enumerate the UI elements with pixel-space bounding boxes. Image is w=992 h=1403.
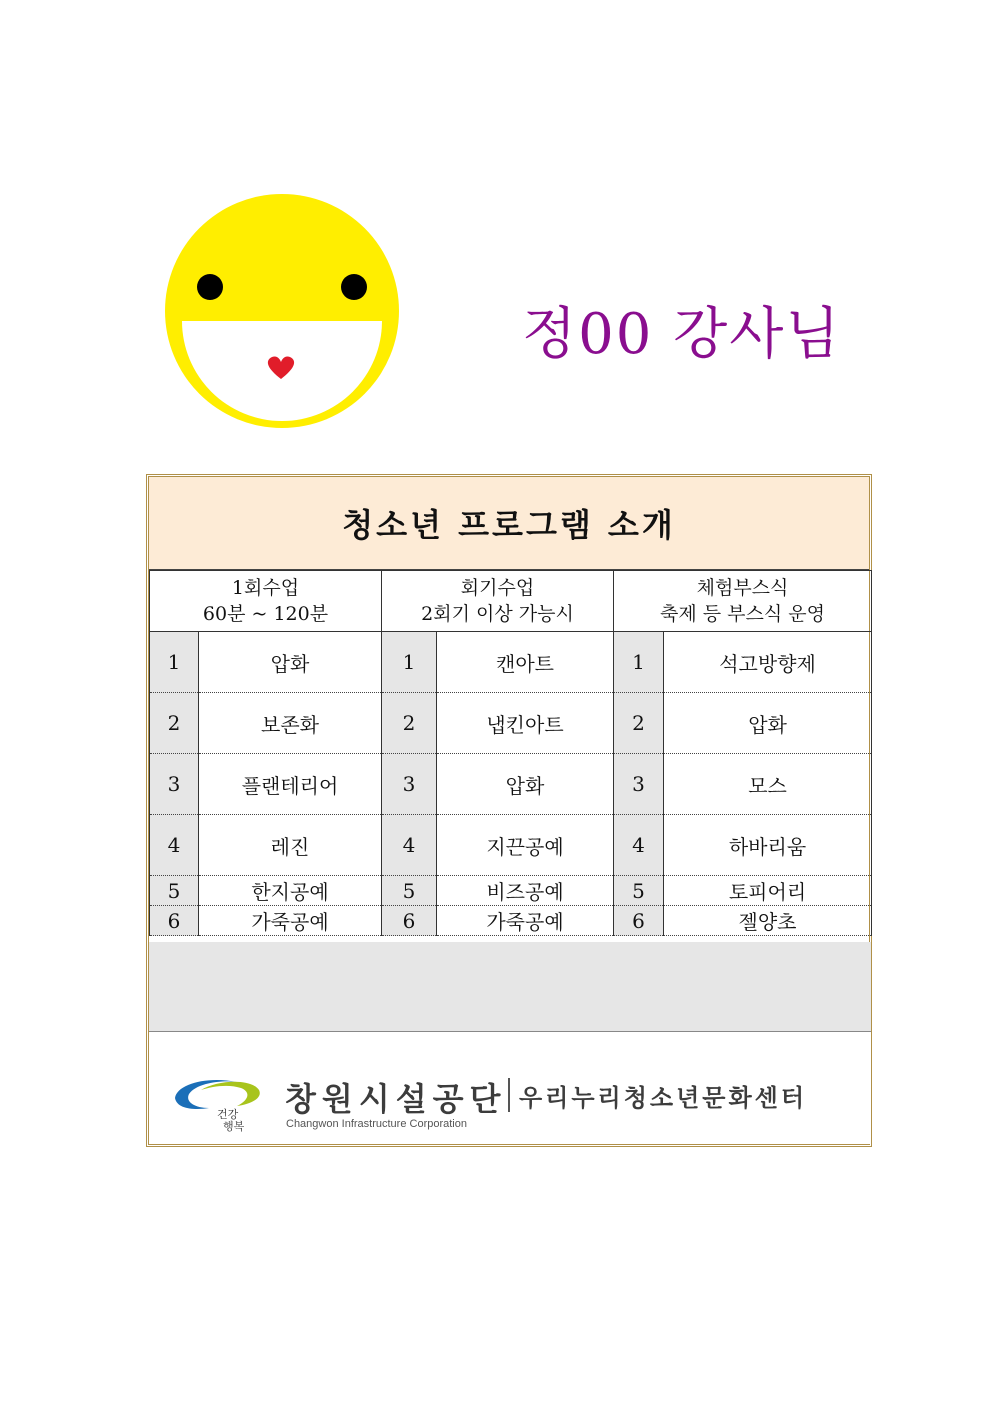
row-number: 4 [614,815,664,876]
row-number: 6 [382,906,437,936]
center-name: 우리누리청소년문화센터 [519,1084,808,1112]
header-sublabel: 축제 등 부스식 운영 [660,603,825,625]
program-cell: 캔아트 [437,632,614,693]
program-cell: 레진 [199,815,382,876]
header-booth [614,571,872,632]
program-cell: 압화 [437,754,614,815]
program-cell: 압화 [664,693,872,754]
row-number: 5 [614,876,664,906]
table-row [150,693,872,754]
organization-logo [167,1068,265,1134]
row-number: 4 [150,815,199,876]
table-row [150,876,872,906]
table-header-row [150,571,872,632]
header-multi-session [382,571,614,632]
row-number: 3 [382,754,437,815]
row-number: 4 [382,815,437,876]
program-cell: 보존화 [199,693,382,754]
organization-name: 창원시설공단 [285,1080,507,1118]
row-number: 1 [150,632,199,693]
program-cell: 한지공예 [199,876,382,906]
organization-name-english: Changwon Infrastructure Corporation [286,1118,467,1130]
row-number: 2 [382,693,437,754]
blank-gray-area [149,942,871,1031]
program-cell: 젤양초 [664,906,872,936]
header-sublabel: 2회기 이상 가능시 [421,603,574,625]
smiley-face-icon [164,193,400,429]
header-single-session [150,571,382,632]
program-cell: 냅킨아트 [437,693,614,754]
row-number: 5 [150,876,199,906]
header-label: 1회수업 [231,577,300,599]
header-sublabel: 60분 ~ 120분 [202,603,329,625]
footer [149,1031,871,1144]
header-label: 회기수업 [460,577,535,599]
program-cell: 하바리움 [664,815,872,876]
program-cell: 지끈공예 [437,815,614,876]
program-cell: 석고방향제 [664,632,872,693]
table-row [150,754,872,815]
table-row [150,815,872,876]
program-table [149,570,872,936]
table-row [150,906,872,936]
instructor-name: 정00 강사님 [522,302,842,367]
program-card [146,474,872,1147]
logo-text-happiness: 행복 [223,1120,245,1133]
program-cell: 토피어리 [664,876,872,906]
program-cell: 가죽공예 [437,906,614,936]
row-number: 5 [382,876,437,906]
row-number: 6 [150,906,199,936]
program-cell: 비즈공예 [437,876,614,906]
program-cell: 가죽공예 [199,906,382,936]
header-label: 체험부스식 [696,577,789,599]
row-number: 6 [614,906,664,936]
row-number: 2 [150,693,199,754]
program-cell: 모스 [664,754,872,815]
row-number: 1 [382,632,437,693]
row-number: 3 [150,754,199,815]
table-row [150,632,872,693]
row-number: 2 [614,693,664,754]
title-banner [149,477,869,570]
page-title: 청소년 프로그램 소개 [342,506,676,544]
program-cell: 플랜테리어 [199,754,382,815]
row-number: 1 [614,632,664,693]
row-number: 3 [614,754,664,815]
footer-divider [508,1078,510,1112]
logo-text-health: 건강 [217,1108,239,1121]
program-cell: 압화 [199,632,382,693]
